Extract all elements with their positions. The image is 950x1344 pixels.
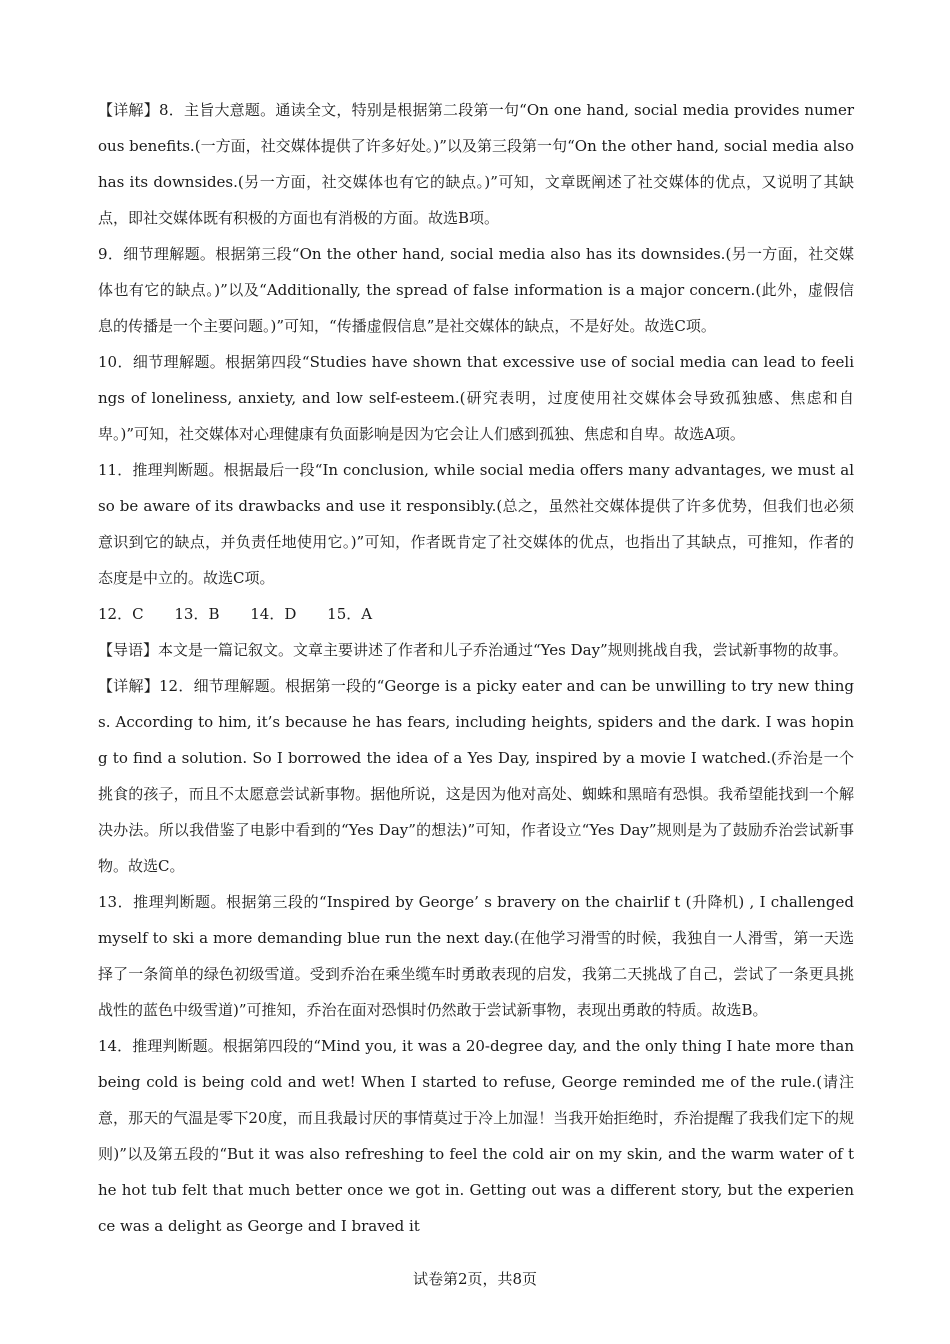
explanation-q12: 【详解】12．细节理解题。根据第一段的“George is a picky eater and can be unwilling to try new things. According to him, it’s because he has fears, including heights, spiders and the dark. I was hoping to find a solution. So I borrowed the idea of a Yes Day, inspired by a movie I watched.(乔治是一个挑食的孩子，而且不太愿意尝试新事物。据他所说，这是因为他对高处、蜘蛛和黑暗有恐惧。我希望能找到一个解决办法。所以我借鉴了电影中看到的“Yes Day”的想法)”可知，作者设立“Yes Day”规则是为了鼓励乔治尝试新事物。故选C。 bbox=[98, 677, 854, 875]
answer-14: 14．D bbox=[250, 605, 297, 623]
explanation-q13: 13．推理判断题。根据第三段的“Inspired by George’ s bravery on the chairlif t (升降机) , I challenged myself to ski a more demanding blue run the next day.(在他学习滑雪的时候，我独自一人滑雪，第一天选择了一条简单的绿色初级雪道。受到乔治在乘坐缆车时勇敢表现的启发，我第二天挑战了自己，尝试了一条更具挑战性的蓝色中级雪道)”可推知，乔治在面对恐惧时仍然敢于尝试新事物，表现出勇敢的特质。故选B。 bbox=[98, 893, 854, 1019]
page-footer: 试卷第2页，共8页 bbox=[412, 1270, 538, 1288]
answer-12: 12．C bbox=[98, 605, 144, 623]
passage-intro: 【导语】本文是一篇记叙文。文章主要讲述了作者和儿子乔治通过“Yes Day”规则挑战自我，尝试新事物的故事。 bbox=[98, 641, 848, 659]
answer-13: 13．B bbox=[174, 605, 220, 623]
explanation-q10: 10．细节理解题。根据第四段“Studies have shown that excessive use of social media can lead to feelings of loneliness, anxiety, and low self-esteem.(研究表明，过度使用社交媒体会导致孤独感、焦虑和自卑。)”可知，社交媒体对心理健康有负面影响是因为它会让人们感到孤独、焦虑和自卑。故选A项。 bbox=[98, 353, 854, 443]
page-content bbox=[98, 92, 854, 1244]
explanation-q8: 【详解】8．主旨大意题。通读全文，特别是根据第二段第一句“On one hand, social media provides numerous benefits.(一方面，社交媒体提供了许多好处。)”以及第三段第一句“On the other hand, social media also has its downsides.(另一方面，社交媒体也有它的缺点。)”可知，文章既阐述了社交媒体的优点，又说明了其缺点，即社交媒体既有积极的方面也有消极的方面。故选B项。 bbox=[98, 101, 854, 227]
answer-key-row bbox=[98, 596, 854, 632]
explanation-q9: 9．细节理解题。根据第三段“On the other hand, social media also has its downsides.(另一方面，社交媒体也有它的缺点。)”以及“Additionally, the spread of false information is a major concern.(此外，虚假信息的传播是一个主要问题。)”可知，“传播虚假信息”是社交媒体的缺点，不是好处。故选C项。 bbox=[98, 245, 854, 335]
answer-15: 15．A bbox=[327, 605, 373, 623]
explanation-q11: 11．推理判断题。根据最后一段“In conclusion, while social media offers many advantages, we must also be aware of its drawbacks and use it responsibly.(总之，虽然社交媒体提供了许多优势，但我们也必须意识到它的缺点，并负责任地使用它。)”可知，作者既肯定了社交媒体的优点，也指出了其缺点，可推知，作者的态度是中立的。故选C项。 bbox=[98, 461, 854, 587]
explanation-q14: 14．推理判断题。根据第四段的“Mind you, it was a 20-degree day, and the only thing I hate more than being cold is being cold and wet! When I started to refuse, George reminded me of the rule.(请注意，那天的气温是零下20度，而且我最讨厌的事情莫过于冷上加湿！当我开始拒绝时，乔治提醒了我我们定下的规则)”以及第五段的“But it was also refreshing to feel the cold air on my skin, and the warm water of the hot tub felt that much better once we got in. Getting out was a different story, but the experience was a delight as George and I braved it bbox=[98, 1037, 854, 1235]
